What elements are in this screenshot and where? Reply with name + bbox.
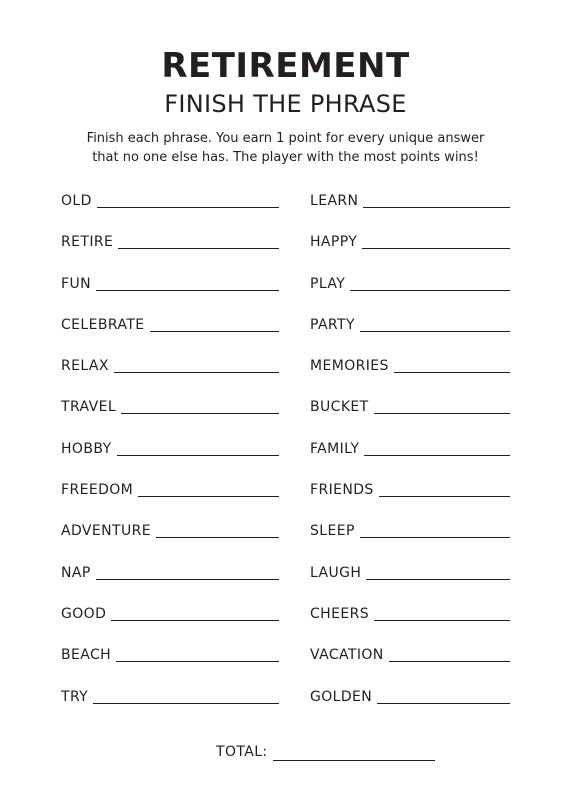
answer-line[interactable] (111, 603, 279, 621)
answer-line[interactable] (117, 438, 279, 456)
phrase-word: LEARN (310, 193, 359, 209)
phrase-row (61, 520, 279, 561)
answer-line[interactable] (350, 273, 510, 291)
answer-line[interactable] (394, 355, 510, 373)
answer-line[interactable] (374, 396, 510, 414)
phrase-word: GOLDEN (310, 688, 373, 705)
answer-line[interactable] (114, 355, 279, 373)
phrase-row (310, 686, 510, 727)
instructions (60, 129, 511, 167)
total-label: TOTAL: (216, 744, 268, 760)
phrase-word: PLAY (310, 275, 346, 292)
phrase-word: MEMORIES (310, 358, 389, 375)
phrase-word: CELEBRATE (61, 316, 145, 333)
phrase-word: TRAVEL (61, 399, 117, 416)
phrase-row (61, 603, 279, 644)
phrase-word: FAMILY (310, 440, 360, 457)
phrase-word: PARTY (310, 316, 355, 333)
left-phrase-column (61, 190, 279, 727)
phrase-row (310, 644, 510, 685)
phrase-row (310, 479, 510, 520)
answer-line[interactable] (156, 520, 279, 538)
phrase-word: HOBBY (61, 440, 112, 457)
answer-line[interactable] (389, 644, 510, 662)
phrase-word: GOOD (61, 605, 107, 622)
phrase-row (61, 231, 279, 272)
total-row (216, 742, 435, 762)
answer-line[interactable] (363, 190, 510, 208)
phrase-row (61, 438, 279, 479)
instructions-line-2: that no one else has. The player with the most points wins! (92, 150, 479, 165)
phrase-word: VACATION (310, 647, 384, 664)
phrase-row (310, 396, 510, 437)
phrase-row (310, 603, 510, 644)
answer-line[interactable] (138, 479, 279, 497)
phrase-row (310, 314, 510, 355)
phrase-word: OLD (61, 193, 92, 209)
phrase-row (310, 438, 510, 479)
phrase-row (61, 562, 279, 603)
phrase-row (310, 355, 510, 396)
answer-line[interactable] (93, 686, 279, 704)
phrase-row (310, 562, 510, 603)
answer-line[interactable] (360, 314, 510, 332)
answer-line[interactable] (97, 190, 279, 208)
phrase-word: TRY (61, 688, 89, 705)
phrase-row (61, 396, 279, 437)
phrase-row (310, 190, 510, 231)
phrase-row (310, 520, 510, 561)
phrase-row (310, 231, 510, 272)
phrase-word: FRIENDS (310, 482, 374, 499)
phrase-row (61, 355, 279, 396)
phrase-row (61, 479, 279, 520)
answer-line[interactable] (374, 603, 510, 621)
phrase-row (61, 190, 279, 231)
phrase-word: FUN (61, 275, 91, 292)
answer-line[interactable] (118, 231, 279, 249)
answer-line[interactable] (364, 438, 510, 456)
answer-line[interactable] (116, 644, 279, 662)
phrase-word: BEACH (61, 647, 112, 664)
answer-line[interactable] (150, 314, 279, 332)
phrase-word: RETIRE (61, 234, 114, 251)
phrase-word: ADVENTURE (61, 523, 151, 540)
phrase-word: NAP (61, 564, 91, 581)
answer-line[interactable] (366, 562, 510, 580)
answer-line[interactable] (362, 231, 510, 249)
phrase-word: LAUGH (310, 564, 362, 581)
answer-line[interactable] (96, 273, 279, 291)
phrase-row (61, 314, 279, 355)
phrase-word: HAPPY (310, 234, 358, 251)
phrase-word: FREEDOM (61, 482, 134, 499)
phrase-word: RELAX (61, 358, 109, 375)
phrase-word: BUCKET (310, 399, 369, 416)
phrase-row (61, 644, 279, 685)
phrase-row (310, 273, 510, 314)
page-title: RETIREMENT (161, 46, 410, 86)
phrase-row (61, 686, 279, 727)
page-subtitle: FINISH THE PHRASE (164, 90, 407, 118)
phrase-word: CHEERS (310, 605, 370, 622)
answer-line[interactable] (377, 686, 510, 704)
answer-line[interactable] (379, 479, 510, 497)
answer-line[interactable] (96, 562, 279, 580)
answer-line[interactable] (360, 520, 510, 538)
phrase-word: SLEEP (310, 523, 355, 540)
answer-line[interactable] (121, 396, 279, 414)
right-phrase-column (310, 190, 510, 727)
total-answer-line[interactable] (273, 742, 435, 761)
phrase-row (61, 273, 279, 314)
instructions-line-1: Finish each phrase. You earn 1 point for every unique answer (86, 131, 485, 146)
